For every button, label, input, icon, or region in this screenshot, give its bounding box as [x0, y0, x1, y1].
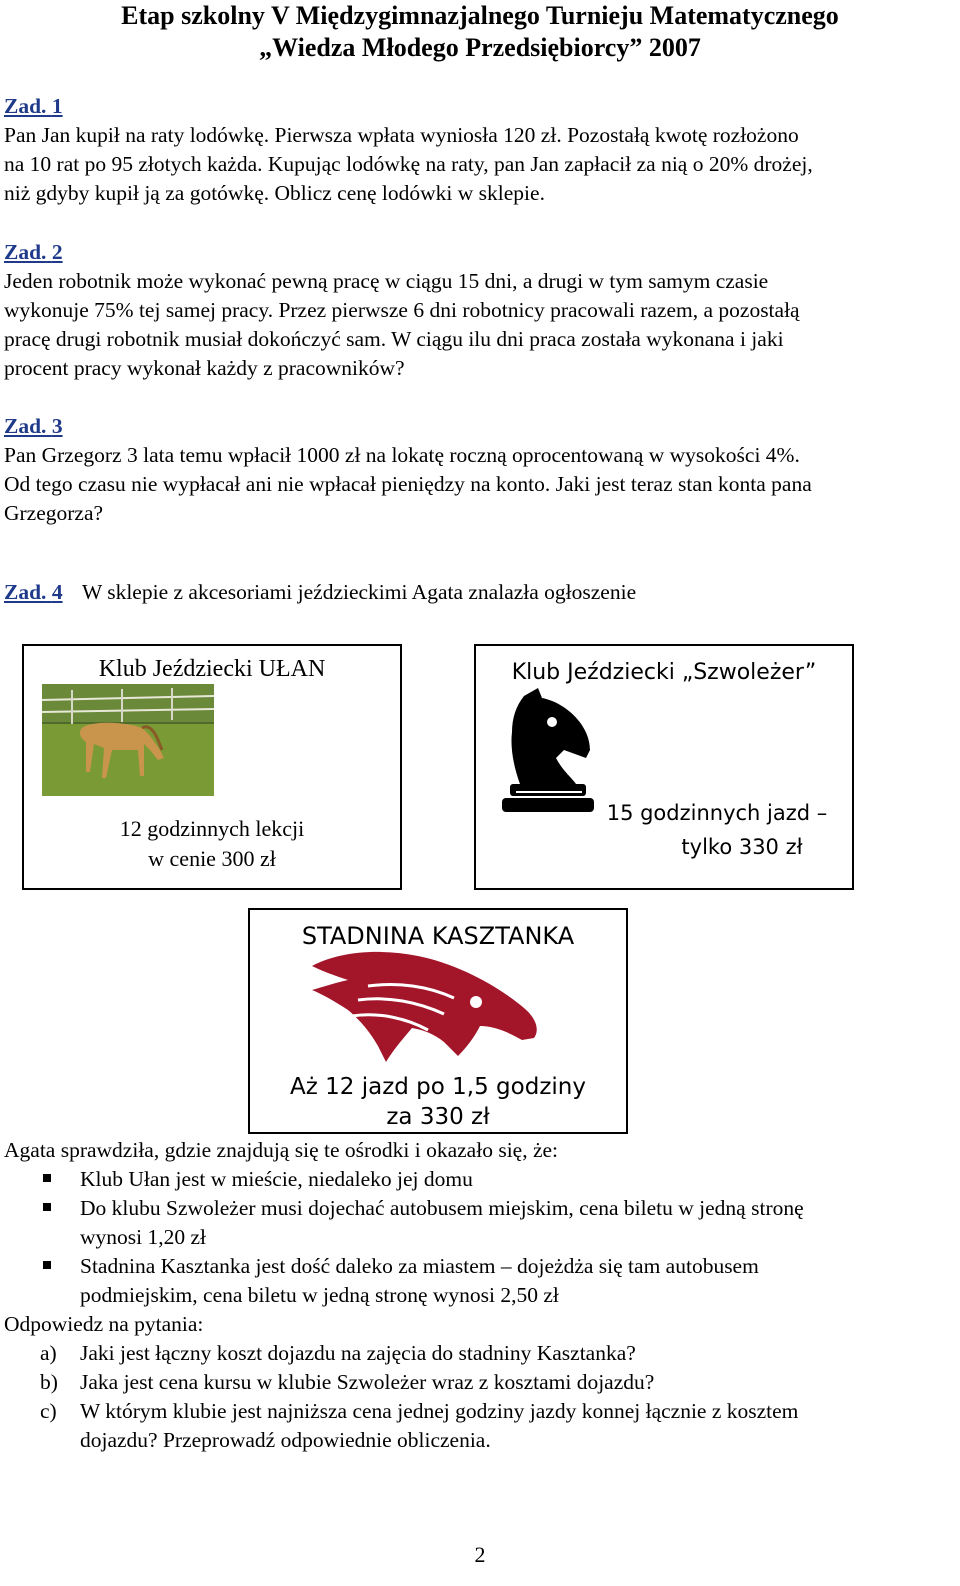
poster-kasztanka-title: STADNINA KASZTANKA — [301, 922, 575, 950]
poster-ulan-title: Klub Jeździecki UŁAN — [98, 656, 326, 682]
task-4 — [4, 578, 954, 607]
task-2 — [4, 238, 954, 383]
page-number: 2 — [474, 1542, 486, 1567]
list-item: Stadnina Kasztanka jest dość daleko za miastem – dojeżdża się tam autobusem podmiejskim, cena biletu w jedną stronę wynosi 2,50 zł — [4, 1252, 954, 1310]
poster-kasztanka — [248, 908, 628, 1134]
questions-intro: Odpowiedz na pytania: — [4, 1312, 204, 1336]
questions-list — [4, 1339, 954, 1455]
task-2-line: procent pracy wykonał każdy z pracowników? — [4, 356, 405, 380]
task-1-line: na 10 rat po 95 złotych każda. Kupując lodówkę na raty, pan Jan zapłacił za nią o 20% drożej, — [4, 152, 813, 176]
list-item: c) W którym klubie jest najniższa cena jednej godziny jazdy konnej łącznie z kosztem dojazdu? Przeprowadź odpowiednie obliczenia. — [40, 1399, 799, 1452]
bullet-icon — [43, 1261, 51, 1269]
list-item: Do klubu Szwoleżer musi dojechać autobusem miejskim, cena biletu w jedną stronę wynosi 1,20 zł — [4, 1194, 954, 1252]
list-item: a) Jaki jest łączny koszt dojazdu na zajęcia do stadniny Kasztanka? — [40, 1341, 636, 1365]
task-4-facts-intro: Agata sprawdziła, gdzie znajdują się te ośrodki i okazało się, że: — [4, 1138, 559, 1162]
task-4-heading: Zad. 4 — [4, 580, 63, 604]
task-3-line: Od tego czasu nie wypłacał ani nie wpłacał pieniędzy na konto. Jaki jest teraz stan konta pana — [4, 472, 812, 496]
poster-szwolezer-title: Klub Jeździecki „Szwoleżer” — [511, 660, 817, 685]
task-1-heading: Zad. 1 — [4, 94, 63, 118]
poster-ulan — [22, 644, 402, 890]
task-4-intro: W sklepie z akcesoriami jeździeckimi Agata znalazła ogłoszenie — [81, 580, 637, 604]
list-item: Klub Ułan jest w mieście, niedaleko jej domu — [4, 1165, 954, 1194]
task-1-line: Pan Jan kupił na raty lodówkę. Pierwsza wpłata wyniosła 120 zł. Pozostałą kwotę rozłożono — [4, 123, 799, 147]
list-item: b) Jaka jest cena kursu w klubie Szwoleżer wraz z kosztami dojazdu? — [40, 1370, 655, 1394]
horse-head-icon — [308, 946, 540, 1066]
document-title-line2: „Wiedza Młodego Przedsiębiorcy” 2007 — [259, 33, 701, 62]
bullet-icon — [43, 1174, 51, 1182]
poster-szwolezer-offer: 15 godzinnych jazd – tylko 330 zł — [606, 801, 828, 859]
facts-list — [4, 1165, 954, 1310]
task-3 — [4, 412, 954, 528]
task-1-line: niż gdyby kupił ją za gotówkę. Oblicz cenę lodówki w sklepie. — [4, 181, 545, 205]
task-3-line: Grzegorza? — [4, 501, 104, 525]
task-2-line: pracę drugi robotnik musiał dokończyć sam. W ciągu ilu dni praca została wykonana i jaki — [4, 327, 784, 351]
task-1 — [4, 92, 954, 208]
task-3-line: Pan Grzegorz 3 lata temu wpłacił 1000 zł na lokatę roczną oprocentowaną w wysokości 4%. — [4, 443, 800, 467]
task-2-line: wykonuje 75% tej samej pracy. Przez pierwsze 6 dni robotnicy pracowali razem, a pozostałą — [4, 298, 800, 322]
poster-szwolezer — [474, 644, 854, 890]
bullet-icon — [43, 1203, 51, 1211]
foal-photo — [42, 684, 214, 796]
task-2-heading: Zad. 2 — [4, 240, 63, 264]
task-3-heading: Zad. 3 — [4, 414, 63, 438]
poster-kasztanka-offer: Aż 12 jazd po 1,5 godziny za 330 zł — [290, 1074, 586, 1130]
poster-ulan-offer: 12 godzinnych lekcji w cenie 300 zł — [119, 816, 305, 871]
task-4-details — [4, 1136, 954, 1455]
document-title-line1: Etap szkolny V Międzygimnazjalnego Turnieju Matematycznego — [121, 1, 839, 30]
task-2-line: Jeden robotnik może wykonać pewną pracę w ciągu 15 dni, a drugi w tym samym czasie — [4, 269, 769, 293]
